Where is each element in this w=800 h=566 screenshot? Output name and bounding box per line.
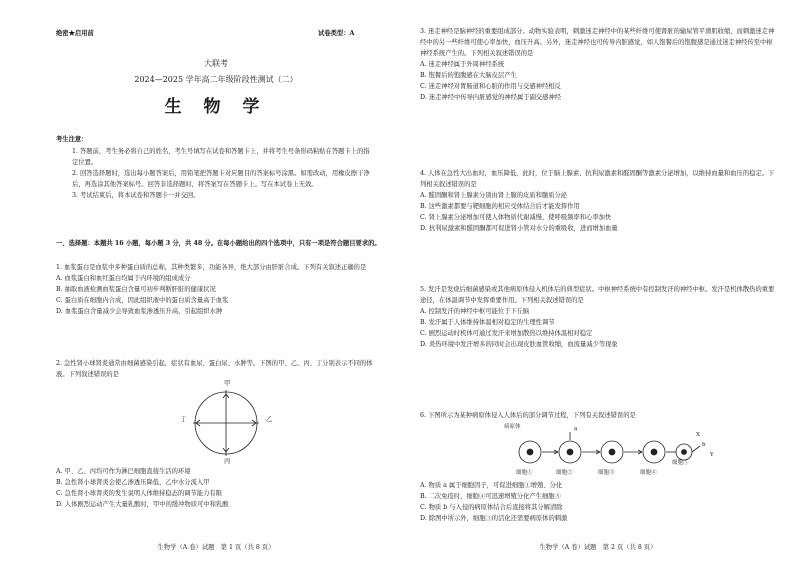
cell-4-nucleus — [651, 449, 657, 455]
option-a: A. 甲、乙、丙均可作为淋巴细胞直接生活的环境 — [56, 468, 191, 475]
diagram-label-ding: 丁 — [180, 416, 187, 423]
notice-3: 3. 考试结束后，将本试卷和答题卡一并交回。 — [72, 192, 200, 200]
option-c: C. 物质 b 与入侵的病原体结合后直接将其分解清除 — [420, 504, 563, 512]
question-stem: 4. 人体在急性大出血时，血压降低，此时，位于脑上腺素、抗利尿激素和醛固酮等激素分泌增加，以维持血量和血压的稳定。下列相关叙述错误的是 — [420, 170, 775, 189]
subject-title: 生 物 学 — [164, 97, 268, 117]
label-cell-4: 细胞④ — [640, 470, 657, 476]
notice-list — [72, 146, 372, 201]
exam-title: 2024—2025 学年高二年级阶段性测试（二） — [134, 75, 298, 84]
option-c: C. 迷走神经对胃肠道和心脏的作用与交感神经相反 — [420, 83, 561, 91]
question-stem: 6. 下图所示为某种病原体侵入人体后的部分调节过程，下列有关叙述错误的是 — [420, 412, 636, 419]
notice-2: 2. 回答选择题时，选出每小题答案后，用铅笔把答题卡对应题目的答案标号涂黑。如需改动，用橡皮擦干净后，再选涂其他答案标号。回答非选择题时，将答案写在答题卡上。写在本试卷上无效。 — [72, 170, 370, 189]
option-d: D. 人体剧烈运动产生大量乳酸时，甲中的缓冲物质可中和乳酸 — [56, 501, 229, 509]
option-d: D. 除图中所示外，细胞③的活化还需要病原体的刺激 — [420, 515, 568, 523]
question-6 — [420, 410, 776, 421]
option-a: A. 控制发汗的神经中枢可能位于下丘脑 — [420, 308, 530, 316]
option-c: C. 急性肾小球肾炎的发生说明人体维持稳态的调节能力有限 — [56, 490, 223, 498]
question-stem: 1. 血浆蛋白是血浆中多种蛋白质的总称，其种类繁多，功能各异，绝大部分由肝脏合成。下列有关叙述正确的是 — [56, 264, 367, 271]
paper-type: 试卷类型：A — [318, 30, 355, 37]
label-a: a — [574, 426, 578, 432]
option-d: D. 炎热环境中发汗增多的同时会出现皮肤血管收缩，血流量减少等现象 — [420, 341, 618, 349]
label-cell-5: 细胞⑤ — [672, 460, 689, 466]
label-y: Y — [710, 452, 714, 458]
cell-2-nucleus — [567, 449, 573, 455]
option-b: B. 二次免疫时，细胞④可迅速增殖分化产生细胞⑤ — [420, 493, 561, 501]
label-b: b — [702, 442, 706, 448]
body-fluid-diagram — [186, 386, 266, 460]
page-footer: 生物学（A 卷）试题 第 1 页（共 8 页） — [157, 544, 275, 551]
option-a: A. 物质 a 属于细胞因子，可促进细胞①增殖、分化 — [420, 482, 563, 489]
page-footer: 生物学（A 卷）试题 第 2 页（共 8 页） — [539, 544, 657, 551]
question-2-options — [56, 466, 382, 510]
notice-title: 考生注意： — [56, 136, 88, 143]
diagram-label-yi: 乙 — [266, 416, 273, 423]
cell-3-nucleus — [609, 449, 615, 455]
cell-1-nucleus — [527, 449, 533, 455]
label-cell-3: 细胞③ — [598, 470, 615, 476]
section-1-heading: 一、选择题：本题共 16 小题，每小题 3 分，共 48 分。在每小题给出的四个选项中，只有一项是符合题目要求的。 — [56, 240, 381, 247]
secret-label: 绝密★启用前 — [56, 30, 94, 37]
diagram-label-jia: 甲 — [224, 380, 231, 387]
page-2 — [400, 0, 800, 566]
arrow-b — [692, 446, 700, 452]
option-b: B. 饱餐后的饱腹感在大脑皮层产生 — [420, 72, 517, 80]
option-d: D. 抗利尿激素和醛固酮都可促进肾小管对水分的重吸收，进而增加血量 — [420, 225, 618, 233]
option-b: B. 发汗属于人体维持体温相对稳定的生理性调节 — [420, 319, 555, 327]
option-c: C. 肾上腺素分泌增加可使人体物质代谢减慢，使呼吸频率和心率加快 — [420, 214, 612, 222]
option-d: D. 迷走神经中传导内脏感觉的神经属于副交感神经 — [420, 94, 562, 102]
option-a: A. 血浆蛋白和血红蛋白均属于内环境的组成成分 — [56, 275, 191, 283]
question-stem: 5. 发汗是发烧后细菌感染或其他病原体侵入机体后的典型症状。中枢神经系统中有控制发汗的神经中枢。发汗是机体散热的重要途径，在体温调节中发挥重要作用。下列相关叙述错误的是 — [420, 286, 775, 305]
option-b: B. 这些激素都要与靶细胞的相应受体结合后才能发挥作用 — [420, 203, 580, 211]
notice-1: 1. 答题前，考生务必将自己的姓名、考生号填写在试卷和答题卡上，并将考生号条形码粘贴在答题卡上的指定位置。 — [72, 148, 370, 167]
question-5 — [420, 284, 776, 350]
label-cell-2: 细胞② — [556, 470, 573, 476]
diagram-label-bing: 丙 — [224, 458, 231, 465]
option-a: A. 迷走神经属于外周神经系统 — [420, 61, 505, 69]
option-b: B. 急性肾小球肾炎会使乙渗透压降低，乙中水分流入甲 — [56, 479, 210, 487]
cell-5-nucleus — [682, 450, 687, 455]
exam-org: 大联考 — [204, 59, 228, 68]
question-3 — [420, 26, 776, 103]
option-b: B. 抽取血液检测血浆蛋白含量可初步判断肝脏的健康状况 — [56, 286, 216, 294]
question-stem: 2. 急性肾小球肾炎通常由细菌感染引起，症状有血尿、蛋白尿、水肿等。下图的甲、乙、丙、丁分别表示不同的体液。下列叙述错误的是 — [56, 360, 373, 379]
question-2 — [56, 358, 382, 380]
question-4 — [420, 168, 776, 234]
label-x: X — [696, 432, 700, 438]
option-d: D. 血浆蛋白含量减少会导致血浆渗透压升高，引起组织水肿 — [56, 308, 223, 316]
option-c: C. 蛋白质在细胞内合成，因此组织液中的蛋白质含量高于血浆 — [56, 297, 229, 305]
option-a: A. 醛固酮和肾上腺素分别由肾上腺的皮质和髓质分泌 — [420, 192, 568, 200]
label-cell-1: 细胞① — [516, 470, 533, 476]
question-1 — [56, 262, 382, 317]
question-6-options — [420, 480, 776, 524]
option-c: C. 剧烈运动时机体可通过发汗来增加散热以维持体温相对稳定 — [420, 330, 593, 338]
label-pathogen: 病原体 — [504, 424, 521, 430]
question-stem: 3. 迷走神经是脑神经的重要组成部分。动物实验表明，刺激迷走神经中的某些纤维可使肾脏的输尿管平滑肌收缩，而刺激迷走神经中的另一些纤维可使心率加快，血压升高。另外，迷走神经也可传导内脏感觉，如人饱餐后的饱腹感是通过迷走神经传至中枢神经系统产生的。下列相关叙述错误的是 — [420, 28, 775, 58]
